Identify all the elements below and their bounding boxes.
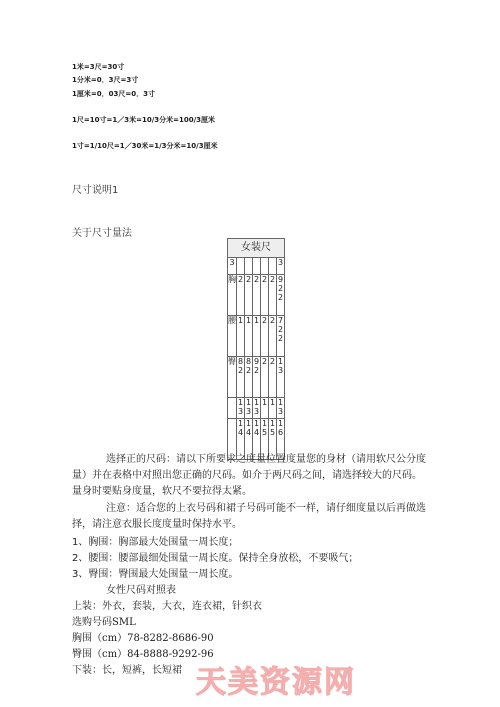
conversion-line-1: 1米=3尺=30寸: [72, 63, 125, 71]
table-cell: 胸: [228, 275, 237, 316]
table-cell: 9 2: [253, 357, 261, 398]
table-cell: 2: [261, 275, 269, 316]
table-row: [228, 398, 285, 419]
table-cell: 腰: [228, 316, 237, 357]
table-cell: 2: [269, 275, 277, 316]
conversion-line-4: 1尺=10寸=1／3米=10/3分米=100/3厘米: [72, 116, 216, 124]
table-cell: 1: [237, 316, 245, 357]
watermark-logo: 天美资源网: [196, 665, 356, 700]
table-cell: 1: [253, 316, 261, 357]
table-cell: 8 2: [237, 357, 245, 398]
table-cell: 2: [237, 275, 245, 316]
table-cell: 8 2: [245, 357, 253, 398]
table-cell: 7 2 2: [277, 316, 285, 357]
table-header: 女装尺: [228, 239, 285, 258]
table-cell: 1 3: [237, 398, 245, 419]
table-cell: 2: [269, 357, 277, 398]
table-cell: 9 2 2: [277, 275, 285, 316]
bottoms-line: 下装：长，短裤，长短裙: [72, 665, 182, 676]
list-item-hip: 3、臀围：臀围最大处围量一周长度。: [72, 569, 239, 580]
size-table: [227, 238, 285, 460]
paragraph-note: 注意：适合您的上衣号码和裙子号码可能不一样，请仔细度量以后再做选择，请注意衣服长度度量时保持水平。: [72, 503, 426, 530]
table-cell: [269, 258, 277, 275]
table-cell: [237, 258, 245, 275]
table-cell: 1 4: [253, 419, 261, 460]
table-cell: 1 6: [277, 419, 285, 460]
table-cell: [261, 258, 269, 275]
table-cell: 2: [261, 316, 269, 357]
table-cell: 1 4: [245, 419, 253, 460]
table-cell: [253, 258, 261, 275]
conversion-line-2: 1分米=0．3尺=3寸: [72, 76, 139, 84]
table-row: [228, 316, 285, 357]
hip-line: 臀围（cm）84-8888-9292-96: [72, 649, 214, 660]
table-cell: 臀: [228, 357, 237, 398]
size-line: 选购号码SML: [72, 617, 136, 628]
list-item-chest: 1、胸围：胸部最大处围量一周长度；: [72, 537, 239, 548]
table-cell: 2: [269, 316, 277, 357]
table-row: [228, 275, 285, 316]
chest-line: 胸围（cm）78-8282-8686-90: [72, 633, 214, 644]
list-item-waist: 2、腰围：腰部最细处围量一周长度。保持全身放松，不要吸气；: [72, 553, 359, 564]
conversion-line-5: 1寸=1/10尺=1／30米=1/3分米=10/3厘米: [72, 142, 218, 150]
chart-title: 女性尺码对照表: [106, 585, 176, 596]
table-cell: 1 3: [277, 357, 285, 398]
table-cell: 1 3: [245, 398, 253, 419]
table-cell: [228, 398, 237, 419]
table-cell: 1 4: [237, 419, 245, 460]
table-cell: 1 5: [261, 419, 269, 460]
table-row: [228, 258, 285, 275]
table-cell: [245, 258, 253, 275]
table-cell: 1 5: [269, 419, 277, 460]
table-cell: 1 3: [277, 398, 285, 419]
table-cell: 1 3: [253, 398, 261, 419]
conversion-line-3: 1厘米=0．03尺=0．3寸: [72, 90, 155, 98]
table-cell: 3: [228, 258, 237, 275]
paragraph-selection: 选择正的尺码：请以下所要求之度量位置度量您的身材（请用软尺公分度量）并在表格中对照出您正确的尺码。如介于两尺码之间，请选择较大的尺码。量身时要贴身度量，软尺不要拉得太紧。: [72, 454, 426, 497]
section-title: 尺寸说明1: [72, 185, 119, 196]
table-cell: 2: [253, 275, 261, 316]
table-cell: 2: [261, 357, 269, 398]
subsection-title: 关于尺寸量法: [72, 228, 132, 239]
tops-line: 上装：外衣，套装，大衣，连衣裙，针织衣: [72, 601, 262, 612]
table-row: [228, 357, 285, 398]
table-cell: 1: [245, 316, 253, 357]
table-cell: 1: [269, 398, 277, 419]
table-cell: 3: [277, 258, 285, 275]
table-cell: 1: [261, 398, 269, 419]
table-cell: 2: [245, 275, 253, 316]
